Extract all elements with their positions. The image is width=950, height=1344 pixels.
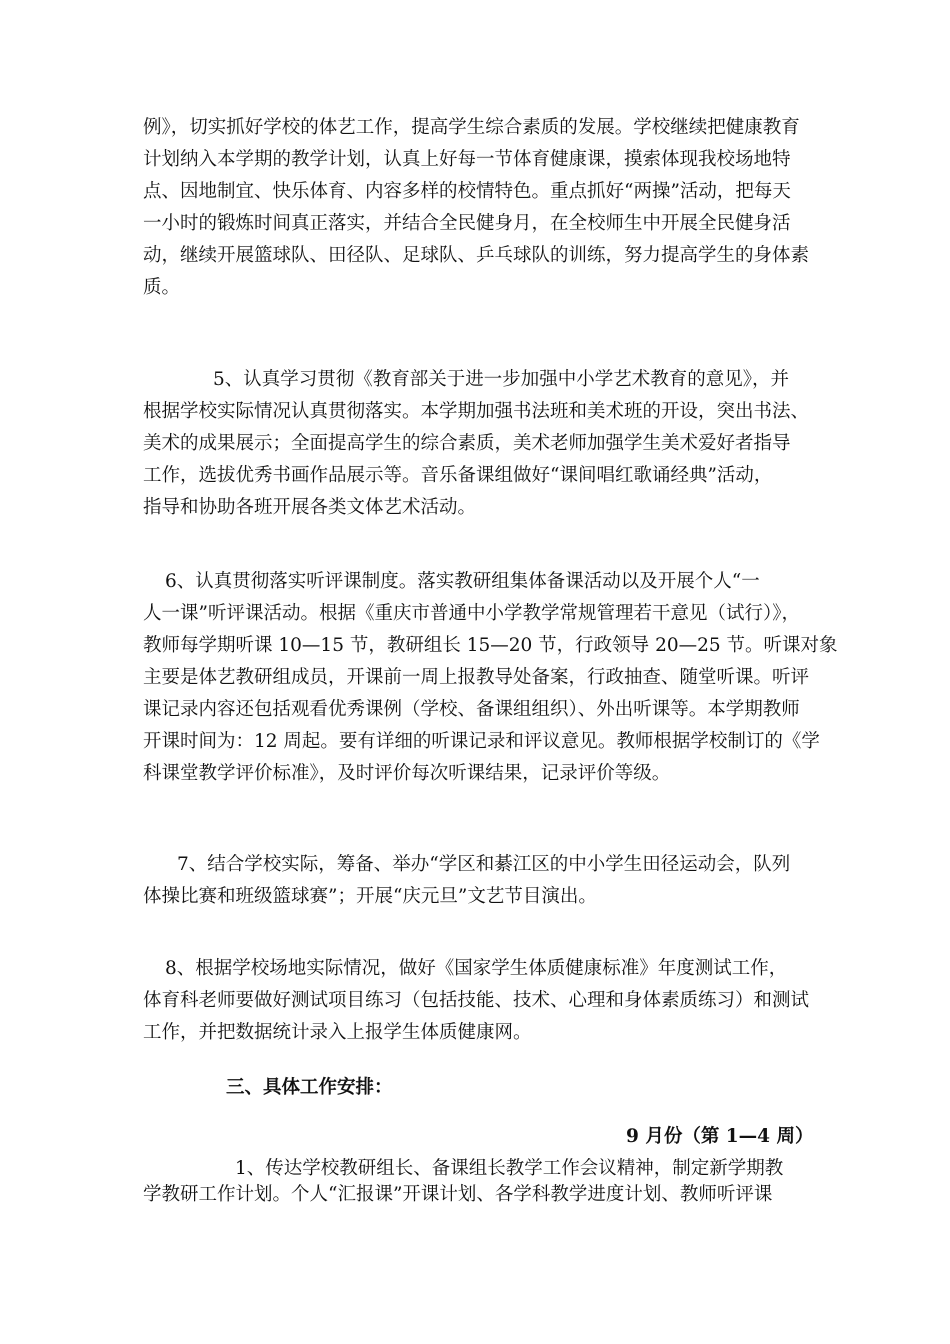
text-line: 6、认真贯彻落实听评课制度。落实教研组集体备课活动以及开展个人“一 — [165, 571, 760, 592]
paragraph-7 — [143, 849, 808, 913]
text-line: 教师每学期听课 10—15 节，教研组长 15—20 节，行政领导 20—25 节。听课对象 — [143, 635, 838, 656]
text-line: 工作，选拔优秀书画作品展示等。音乐备课组做好“课间唱红歌诵经典”活动， — [143, 465, 773, 486]
paragraph-schedule-item-1 — [143, 1156, 808, 1208]
month-heading: 9 月份（第 1—4 周） — [626, 1126, 814, 1147]
text-line: 科课堂教学评价标准》，及时评价每次听课结果，记录评价等级。 — [143, 763, 671, 784]
text-line: 学教研工作计划。个人“汇报课”开课计划、各学科教学进度计划、教师听评课 — [143, 1184, 773, 1205]
text-line: 5、认真学习贯彻《教育部关于进一步加强中小学艺术教育的意见》，并 — [213, 369, 790, 390]
text-line: 主要是体艺教研组成员，开课前一周上报教导处备案，行政抽查、随堂听课。听评 — [143, 667, 810, 688]
text-line: 体育科老师要做好测试项目练习（包括技能、技术、心理和身体素质练习）和测试 — [143, 990, 810, 1011]
text-line: 人一课”听评课活动。根据《重庆市普通中小学教学常规管理若干意见（试行）》， — [143, 603, 800, 624]
text-line: 计划纳入本学期的教学计划，认真上好每一节体育健康课，摸索体现我校场地特 — [143, 149, 791, 170]
paragraph-8 — [143, 953, 808, 1049]
text-line: 8、根据学校场地实际情况，做好《国家学生体质健康标准》年度测试工作， — [165, 958, 788, 979]
text-line: 例》，切实抓好学校的体艺工作，提高学生综合素质的发展。学校继续把健康教育 — [143, 117, 800, 138]
paragraph-6 — [143, 566, 838, 790]
text-line: 美术的成果展示；全面提高学生的综合素质，美术老师加强学生美术爱好者指导 — [143, 433, 791, 454]
text-line: 根据学校实际情况认真贯彻落实。本学期加强书法班和美术班的开设，突出书法、 — [143, 401, 810, 422]
text-line: 7、结合学校实际，筹备、举办“学区和綦江区的中小学生田径运动会，队列 — [177, 854, 791, 875]
text-line: 点、因地制宜、快乐体育、内容多样的校情特色。重点抓好“两操”活动，把每天 — [143, 181, 791, 202]
text-line: 1、传达学校教研组长、备课组长教学工作会议精神，制定新学期教 — [235, 1158, 784, 1179]
paragraph-5 — [143, 364, 808, 524]
text-line: 一小时的锻炼时间真正落实，并结合全民健身月，在全校师生中开展全民健身活 — [143, 213, 791, 234]
text-line: 开课时间为：12 周起。要有详细的听课记录和评议意见。教师根据学校制订的《学 — [143, 731, 820, 752]
text-line: 质。 — [143, 277, 181, 298]
text-line: 课记录内容还包括观看优秀课例（学校、备课组组织）、外出听课等。本学期教师 — [143, 699, 800, 720]
text-line: 体操比赛和班级篮球赛”；开展“庆元旦”文艺节目演出。 — [143, 886, 597, 907]
paragraph-4-continued — [143, 112, 808, 304]
text-line: 指导和协助各班开展各类文体艺术活动。 — [143, 497, 477, 518]
section-heading: 三、具体工作安排： — [226, 1077, 393, 1098]
text-line: 工作，并把数据统计录入上报学生体质健康网。 — [143, 1022, 532, 1043]
text-line: 动，继续开展篮球队、田径队、足球队、乒乓球队的训练，努力提高学生的身体素 — [143, 245, 810, 266]
